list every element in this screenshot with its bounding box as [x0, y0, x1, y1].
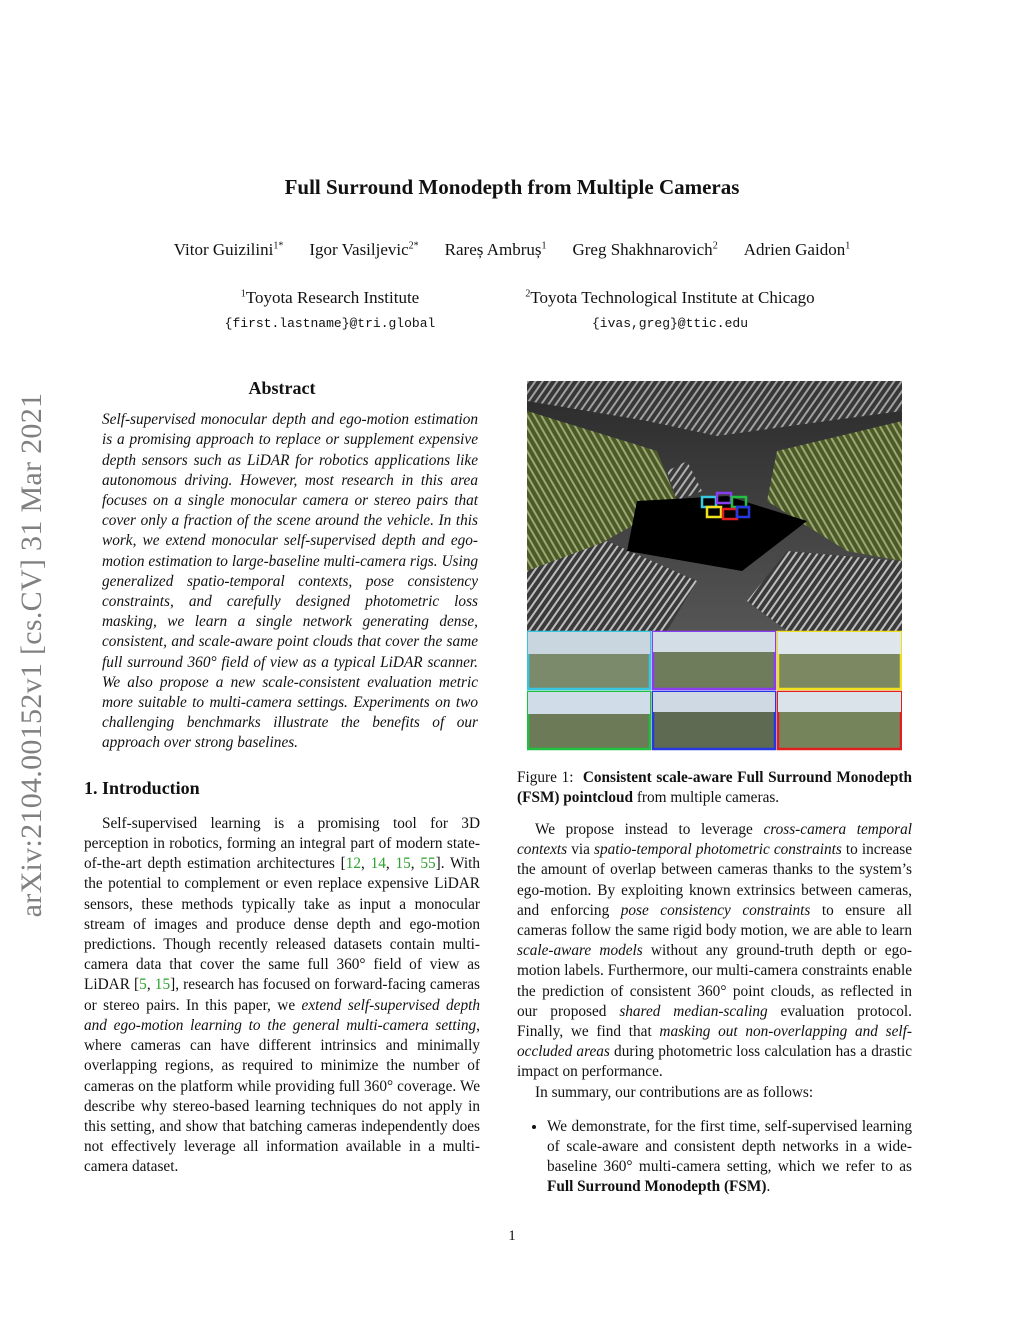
summary-line: In summary, our contributions are as follows: — [535, 1083, 814, 1101]
citation-link[interactable]: 5 — [139, 976, 147, 994]
citation-link[interactable]: 15 — [395, 855, 411, 873]
author: Vitor Guizilini$^{1*}$ — [173, 240, 284, 259]
figure-caption: Figure 1: Consistent scale-aware Full Surround Monodepth (FSM) pointcloud from multiple cameras. — [517, 769, 912, 807]
affiliation-2: $^2$Toyota Technological Institute at Chicago {ivas,greg}@ttic.edu — [460, 288, 880, 331]
citation-link[interactable]: 12 — [345, 855, 361, 873]
arxiv-sidebar-stamp: arXiv:2104.00152v1 [cs.CV] 31 Mar 2021 — [15, 392, 48, 918]
section-heading-introduction: 1. Introduction — [84, 777, 200, 798]
author: Rareș Ambruș$^1$ — [444, 240, 547, 259]
contributions-list — [517, 1117, 912, 1198]
paper-title: Full Surround Monodepth from Multiple Cameras — [284, 175, 740, 199]
right-column — [517, 820, 912, 1198]
abstract-heading: Abstract — [248, 378, 316, 398]
list-item: • We demonstrate, for the first time, self-supervised learning of scale-aware and consistent depth networks in a wide-baseline 360° multi-camera setting, which we refer to as Full Surround Monodepth (FSM). — [547, 1117, 912, 1198]
camera-thumbnails — [528, 632, 901, 749]
affiliation-1: $^1$Toyota Research Institute {first.lastname}@tri.global — [160, 288, 500, 331]
abstract-body: Self-supervised monocular depth and ego-motion estimation is a promising approach to replace or supplement expensive depth sensors such as LiDAR for robotics applications like autonomous driving. However, most research in this area focuses on a single monocular camera or stereo pairs that cover only a fraction of the scene around the vehicle. In this work, we extend monocular self-supervised depth and ego-motion estimation to large-baseline multi-camera rigs. Using generalized spatio-temporal contexts, pose consistency constraints, and carefully designed photometric loss masking, we learn a single network generating dense, consistent, and scale-aware point clouds that cover the same full surround 360° field of view as a typical LiDAR scanner. We also propose a new scale-consistent evaluation metric more suitable to multi-camera settings. Experiments on two challenging benchmarks illustrate the benefits of our approach over strong baselines. — [102, 411, 478, 752]
left-column — [84, 378, 480, 1178]
intro-paragraph: Self-supervised learning is a promising tool for 3D perception in robotics, forming an integral part of modern state-of-the-art depth estimation architectures [12, 14, 15, 55]. With the potential to complement or even replace expensive LiDAR sensors, these methods typically take as input a monocular stream of images and produce dense depth and ego-motion predictions. Though recently released datasets contain multi-camera data that cover the same full 360° field of view as LiDAR [5, 15], research has focused on forward-facing cameras or stereo pairs. In this paper, we extend self-supervised depth and ego-motion learning to the general multi-camera setting, where cameras can have different intrinsics and minimally overlapping regions, as required to minimize the number of cameras on the platform while providing full 360° coverage. We describe why stereo-based learning techniques do not apply in this setting, and show that batching cameras independently does not effectively leverage all information available in a multi-camera dataset. — [84, 814, 480, 1176]
pointcloud-illustration — [527, 381, 902, 751]
figure-1-pointcloud — [527, 381, 902, 751]
page-number: 1 — [508, 1228, 516, 1244]
author-list — [60, 240, 964, 260]
citation-link[interactable]: 55 — [420, 855, 436, 873]
author: Greg Shakhnarovich$^2$ — [572, 240, 718, 259]
citation-link[interactable]: 15 — [154, 976, 171, 994]
author: Adrien Gaidon$^1$ — [743, 240, 851, 259]
body-paragraph: We propose instead to leverage cross-camera temporal contexts via spatio-temporal photometric constraints to increase the amount of overlap between cameras thanks to the system’s ego-motion. By exploiting known extrinsics between cameras, and enforcing pose consistency constraints to ensure all cameras follow the same rigid body motion, we are able to learn scale-aware models without any ground-truth depth or ego-motion labels. Furthermore, our multi-camera constraints enable the prediction of consistent 360° point clouds, as reflected in our proposed shared median-scaling evaluation protocol. Finally, we find that masking out non-overlapping and self-occluded areas during photometric loss calculation has a drastic impact on performance. — [517, 821, 913, 1081]
author: Igor Vasiljevic$^{2*}$ — [309, 240, 419, 259]
citation-link[interactable]: 14 — [370, 855, 386, 873]
email-2: {ivas,greg}@ttic.edu — [591, 316, 749, 331]
email-1: {first.lastname}@tri.global — [224, 316, 436, 331]
